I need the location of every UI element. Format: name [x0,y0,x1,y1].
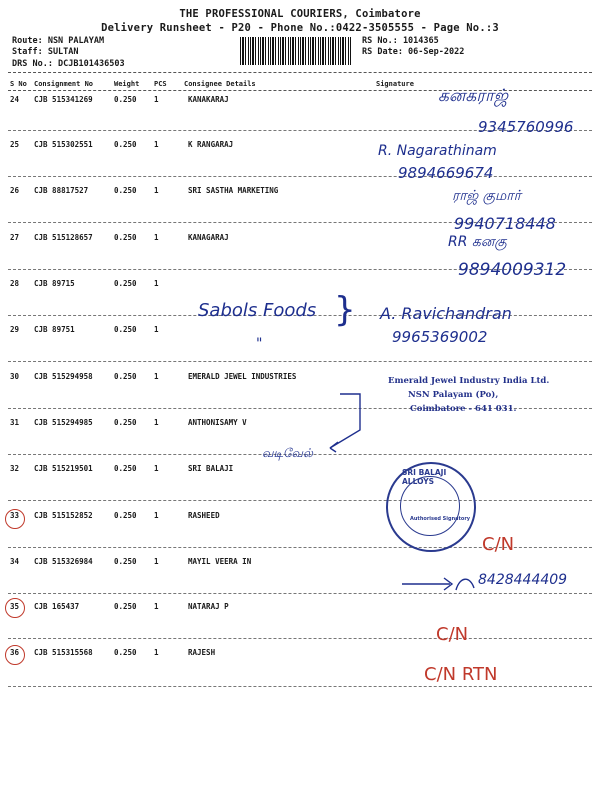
cell-consignment: CJB 515326984 [34,557,93,566]
phone-24: 9345760996 [478,118,574,136]
cn-rtn-36: C/N RTN [424,664,498,685]
signature-26: ராஜ் குமார் [452,188,521,204]
cell-sno: 30 [10,372,20,381]
emerald-stamp-line2: NSN Palayam (Po), [408,390,499,400]
cell-consignment: CJB 515128657 [34,233,93,242]
cell-weight: 0.250 [114,511,137,520]
cell-pcs: 1 [154,464,159,473]
cell-consignment: CJB 165437 [34,602,80,611]
phone-34: 8428444409 [478,572,568,588]
cell-consignment: CJB 88817527 [34,186,89,195]
cell-pcs: 1 [154,648,159,657]
cell-weight: 0.250 [114,140,137,149]
col-header-sno: S No [10,80,27,88]
col-header-signature: Signature [376,80,414,88]
emerald-stamp-line1: Emerald Jewel Industry India Ltd. [388,376,550,386]
cell-weight: 0.250 [114,557,137,566]
cell-pcs: 1 [154,279,159,288]
cell-weight: 0.250 [114,325,137,334]
cell-sno: 29 [10,325,20,334]
cell-sno: 35 [10,602,20,611]
row-divider [8,638,592,639]
cell-consignment: CJB 89751 [34,325,75,334]
brace-mark: } [334,290,356,330]
cell-sno: 27 [10,233,20,242]
phone-26: 9940718448 [454,214,556,233]
cell-pcs: 1 [154,95,159,104]
col-header-pcs: PCS [154,80,167,88]
phone-29: 9965369002 [392,328,488,346]
cell-consignee: SRI BALAJI [188,464,234,473]
cell-weight: 0.250 [114,372,137,381]
cell-sno: 34 [10,557,20,566]
cell-pcs: 1 [154,511,159,520]
cell-consignee: KANAKARAJ [188,95,229,104]
cell-weight: 0.250 [114,233,137,242]
cell-pcs: 1 [154,602,159,611]
cell-weight: 0.250 [114,186,137,195]
col-header-consignee: Consignee Details [184,80,256,88]
cell-consignee: RAJESH [188,648,216,657]
cell-consignee: MAYIL VEERA IN [188,557,252,566]
sno-36-circle [5,645,25,665]
signature-34-arrow [400,570,480,600]
cell-consignee: KANAGARAJ [188,233,229,242]
cell-sno: 28 [10,279,20,288]
cell-consignment: CJB 515341269 [34,95,93,104]
sabols-foods-note: Sabols Foods [198,300,317,321]
cell-sno: 24 [10,95,20,104]
phone-25: 9894669674 [398,164,494,182]
cell-consignee: K RANGARAJ [188,140,234,149]
cell-pcs: 1 [154,325,159,334]
cell-consignment: CJB 515294985 [34,418,93,427]
cell-consignee: RASHEED [188,511,220,520]
cell-consignment: CJB 515152852 [34,511,93,520]
document-subtitle: Delivery Runsheet - P20 - Phone No.:0422-3505555 - Page No.:3 [101,22,499,34]
seal-inner-text: Authorised Signatory [410,516,471,522]
cell-weight: 0.250 [114,602,137,611]
cell-consignee: NATARAJ P [188,602,229,611]
cell-sno: 26 [10,186,20,195]
header-top-rule [8,72,592,73]
seal-outer-text: SRI BALAJI ALLOYS [402,468,447,486]
ditto-mark: " [256,336,263,352]
cell-sno: 31 [10,418,20,427]
cell-sno: 32 [10,464,20,473]
row-divider [8,593,592,594]
cell-pcs: 1 [154,372,159,381]
sno-35-circle [5,598,25,618]
drs-number: DRS No.: DCJB101436503 [12,59,125,69]
emerald-stamp-line3: Coimbatore - 641 031. [410,404,517,414]
cn-33: C/N [482,534,515,555]
cell-pcs: 1 [154,557,159,566]
table-row [0,140,600,185]
table-row [0,464,600,509]
cell-consignee: ANTHONISAMY V [188,418,247,427]
cell-weight: 0.250 [114,279,137,288]
row-divider [8,500,592,501]
col-header-weight: Weight [114,80,140,88]
cell-consignment: CJB 515315568 [34,648,93,657]
arrow-mark [320,390,380,460]
rs-number: RS No.: 1014365 [362,36,439,46]
cell-pcs: 1 [154,233,159,242]
col-header-consignment: Consignment No [34,80,94,88]
row-divider [8,686,592,687]
cell-consignment: CJB 515302551 [34,140,93,149]
row-divider [8,361,592,362]
row-divider [8,176,592,177]
cn-35: C/N [436,624,469,645]
sri-balaji-seal [386,462,476,552]
signature-24: கனகராஜ் [438,86,509,106]
cell-consignment: CJB 515219501 [34,464,93,473]
barcode-image [240,37,352,65]
cell-weight: 0.250 [114,464,137,473]
cell-consignee: SRI SASTHA MARKETING [188,186,279,195]
table-row [0,325,600,370]
route-label: Route: NSN PALAYAM [12,36,105,46]
cell-weight: 0.250 [114,648,137,657]
signature-25: R. Nagarathinam [378,143,497,159]
rs-date: RS Date: 06-Sep-2022 [362,47,465,57]
cell-sno: 25 [10,140,20,149]
cell-consignment: CJB 89715 [34,279,75,288]
cell-consignee: EMERALD JEWEL INDUSTRIES [188,372,297,381]
cell-sno: 33 [10,511,20,520]
signature-27: RR கனகு [448,234,507,250]
cell-weight: 0.250 [114,418,137,427]
signature-31: வடிவேல் [262,446,313,460]
cell-sno: 36 [10,648,20,657]
signature-28: A. Ravichandran [380,304,512,323]
document-title: THE PROFESSIONAL COURIERS, Coimbatore [179,8,421,20]
cell-pcs: 1 [154,418,159,427]
cell-weight: 0.250 [114,95,137,104]
phone-27: 9894009312 [458,260,567,280]
cell-consignment: CJB 515294958 [34,372,93,381]
table-row [0,602,600,647]
sno-33-circle [5,509,25,529]
cell-pcs: 1 [154,186,159,195]
cell-pcs: 1 [154,140,159,149]
staff-label: Staff: SULTAN [12,47,79,57]
